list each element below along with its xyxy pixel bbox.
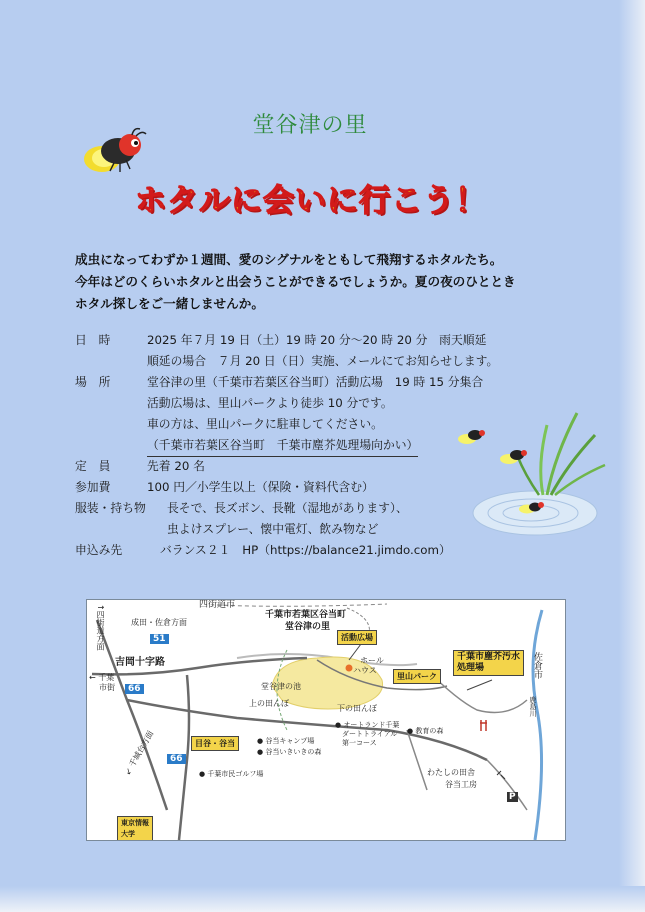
- map-disposal-line2: 処理場: [457, 663, 485, 673]
- map-sakura: 佐倉市: [532, 652, 542, 679]
- map-disposal-line1: 千葉市塵芥汚水: [457, 652, 521, 662]
- map-tokyo-johou-line2: 大学: [121, 830, 135, 838]
- map-title-line1: 千葉市若葉区谷当町: [265, 610, 347, 620]
- place-label: 場 所: [75, 375, 111, 389]
- intro-paragraph: [75, 249, 565, 315]
- map-meya-yato: 目谷・谷当: [191, 736, 239, 751]
- map-katsudo-hiroba: 活動広場: [337, 630, 377, 645]
- map-title-line2: 堂谷津の里: [285, 622, 331, 632]
- map-shimo-tanbo: 下の田んぼ: [337, 704, 377, 713]
- wear-value: 長そで、長ズボン、長靴（湿地があります）、: [167, 501, 408, 515]
- map-autorand-2: ダートトライアル: [335, 730, 398, 738]
- apply-link[interactable]: バランス２１ HP（https://balance21.jimdo.com）: [160, 543, 451, 557]
- map-hall: ホール: [360, 656, 384, 665]
- access-map: [86, 599, 566, 841]
- page-bottom-edge: [0, 886, 645, 912]
- map-chishirodai: ↙ 千城台方面: [123, 729, 156, 777]
- map-satoyama-park: 里山パーク: [393, 669, 441, 684]
- map-golf: ● 千葉市民ゴルフ場: [199, 770, 264, 778]
- date-label: 日 時: [75, 333, 111, 347]
- map-route-66-b: 66: [167, 754, 186, 764]
- map-route-51: 51: [150, 634, 169, 644]
- map-ikiiki: ● 谷当いきいきの森: [257, 748, 322, 756]
- map-house: ハウス: [353, 666, 377, 675]
- map-yotsukaido: 四街道市: [199, 600, 236, 610]
- event-headline: ホタルに会いに行こう！: [135, 183, 487, 219]
- parking-note: 車の方は、里山パークに駐車してください。: [147, 417, 383, 431]
- address-note: （千葉市若葉区谷当町 千葉市塵芥処理場向かい）: [147, 435, 418, 457]
- map-kashima-river: 鹿島川: [529, 696, 537, 717]
- intro-line: ホタル探しをご一緒しませんか。: [75, 296, 264, 311]
- map-disposal-plant: [453, 650, 524, 676]
- capacity-value: 先着 20 名: [147, 459, 205, 473]
- intro-line: 今年はどのくらいホタルと出会うことができるでしょうか。夏の夜のひととき: [75, 274, 516, 289]
- map-yotsukaido-direction: ↑四街道方面: [96, 604, 105, 651]
- wear-value-2: 虫よけスプレー、懐中電灯、飲み物など: [167, 522, 379, 536]
- map-yato-kobo: 谷当工房: [445, 780, 477, 789]
- postpone-note: 順延の場合 ７月 20 日（日）実施、メールにてお知らせします。: [147, 354, 499, 368]
- wear-label: 服装・持ち物: [75, 501, 146, 515]
- intro-line: 成虫になってわずか１週間、愛のシグナルをともして飛翔するホタルたち。: [75, 252, 503, 267]
- map-route-66-a: 66: [125, 684, 144, 694]
- map-parking-icon: P: [509, 792, 516, 802]
- map-narita-sakura: 成田・佐倉方面: [131, 618, 187, 627]
- map-tokyo-johou: [117, 816, 153, 841]
- map-camp: ● 谷当キャンプ場: [257, 737, 315, 745]
- map-autorand-3: 第一コース: [335, 739, 377, 747]
- page-edge: [619, 0, 645, 912]
- date-value: 2025 年７月 19 日（土）19 時 20 分～20 時 20 分 雨天順延: [147, 333, 487, 347]
- event-subtitle: 堂谷津の里: [252, 113, 368, 138]
- application-info: [75, 541, 451, 558]
- map-tokyo-johou-line1: 東京情報: [121, 819, 149, 827]
- map-kami-tanbo: 上の田んぼ: [249, 699, 289, 708]
- map-yoshioka: 吉岡十字路: [115, 657, 165, 668]
- map-to-chiba-2: 市街: [99, 683, 115, 692]
- fee-value: 100 円／小学生以上（保険・資料代含む）: [147, 480, 374, 494]
- firefly-grass-illustration-icon: [455, 395, 615, 545]
- map-kyoiku-forest: ● 教育の森: [407, 727, 444, 735]
- place-walk-note: 活動広場は、里山パークより徒歩 10 分です。: [147, 396, 393, 410]
- place-value: 堂谷津の里（千葉市若葉区谷当町）活動広場 19 時 15 分集合: [147, 375, 484, 389]
- capacity-label: 定 員: [75, 459, 111, 473]
- map-to-chiba: ← 千葉: [89, 673, 115, 682]
- apply-label: 申込み先: [75, 543, 123, 557]
- fee-label: 参加費: [75, 480, 111, 494]
- map-dojiyatsu-pond: 堂谷津の池: [261, 682, 301, 691]
- map-watashi-inaka: わたしの田舎: [427, 768, 475, 777]
- map-autorand-1: ● オートランド千葉: [335, 721, 400, 729]
